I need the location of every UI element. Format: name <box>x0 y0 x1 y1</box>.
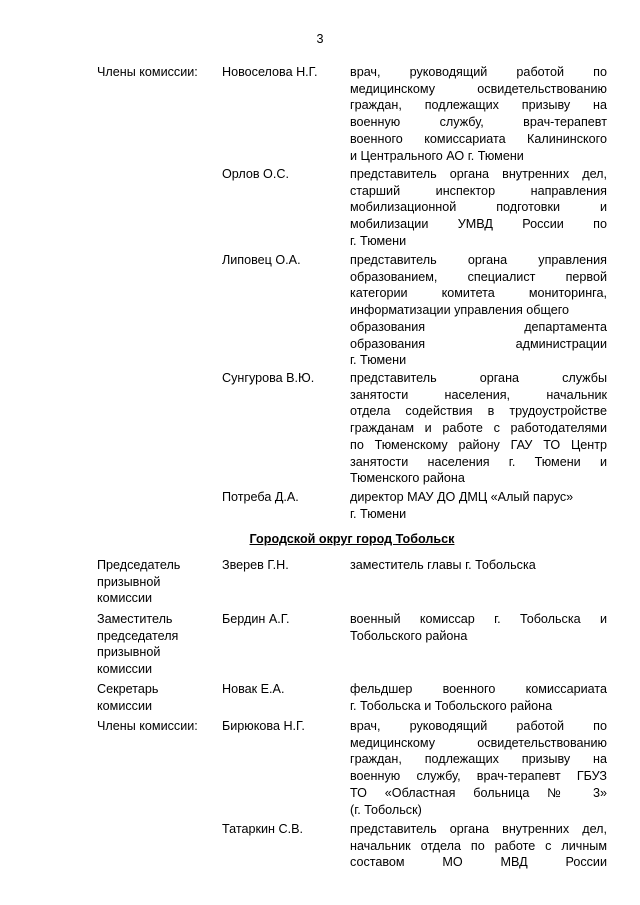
description-cell <box>350 64 607 164</box>
description-cell <box>350 252 607 369</box>
name-cell <box>222 489 347 506</box>
desc-line: занятости населения, начальник <box>350 387 607 402</box>
name-line: Бердин А.Г. <box>222 612 290 626</box>
role-line: Секретарь <box>97 682 159 696</box>
desc-line: г. Тюмени <box>350 233 407 248</box>
desc-line: граждан, подлежащих призыву на <box>350 752 607 767</box>
desc-line: военную службу, врач-терапевт ГБУЗ <box>350 769 607 784</box>
role-line: Заместитель <box>97 612 173 626</box>
description-cell <box>350 557 607 574</box>
desc-line: представитель органа управления <box>350 253 607 267</box>
page-number: 3 <box>316 32 324 46</box>
description-cell <box>350 370 607 487</box>
name-line: Орлов О.С. <box>222 167 289 181</box>
role-cell <box>97 611 219 678</box>
desc-line: г. Тобольска и Тобольского района <box>350 698 553 713</box>
desc-line: по Тюменскому району ГАУ ТО Центр <box>350 437 607 452</box>
desc-line: представитель органа службы <box>350 371 607 385</box>
desc-line: представитель органа внутренних дел, <box>350 167 607 181</box>
desc-line: и Центрального АО г. Тюмени <box>350 148 524 163</box>
role-line: председателя <box>97 628 179 643</box>
desc-line: мобилизационной подготовки и <box>350 200 607 215</box>
role-line: Члены комиссии: <box>97 65 198 79</box>
role-line: комиссии <box>97 591 153 606</box>
desc-line: мобилизации УМВД России по <box>350 217 607 232</box>
section-heading: Городской округ город Тобольск <box>249 532 455 546</box>
desc-line: директор МАУ ДО ДМЦ «Алый парус» <box>350 490 574 504</box>
desc-line: медицинскому освидетельствованию <box>350 735 607 750</box>
desc-line: Тобольского района <box>350 628 468 643</box>
name-cell <box>222 166 347 183</box>
desc-line: гражданам и работе с работодателями <box>350 421 607 436</box>
description-cell <box>350 821 607 871</box>
desc-line: образования департамента <box>350 319 607 334</box>
description-cell <box>350 718 607 818</box>
desc-line: медицинскому освидетельствованию <box>350 81 607 96</box>
desc-line: военную службу, врач-терапевт <box>350 115 607 130</box>
name-line: Липовец О.А. <box>222 253 301 267</box>
name-line: Новак Е.А. <box>222 682 285 696</box>
role-cell <box>97 64 219 81</box>
description-cell <box>350 681 607 714</box>
desc-line: граждан, подлежащих призыву на <box>350 98 607 113</box>
desc-line: составом МО МВД России <box>350 855 607 870</box>
name-cell <box>222 557 347 574</box>
role-line: Председатель <box>97 558 181 572</box>
desc-line: фельдшер военного комиссариата <box>350 682 607 696</box>
name-cell <box>222 821 347 838</box>
name-line: Новоселова Н.Г. <box>222 65 318 79</box>
desc-line: г. Тюмени <box>350 506 407 521</box>
role-line: комиссии <box>97 698 153 713</box>
desc-line: военный комиссар г. Тобольска и <box>350 612 607 626</box>
desc-line: отдела содействия в трудоустройстве <box>350 404 607 419</box>
name-cell <box>222 718 347 735</box>
role-line: призывной <box>97 645 161 660</box>
desc-line: занятости населения г. Тюмени и <box>350 454 607 469</box>
desc-line: врач, руководящий работой по <box>350 719 607 733</box>
name-cell <box>222 611 347 628</box>
desc-line: г. Тюмени <box>350 353 407 368</box>
role-cell <box>97 557 219 607</box>
role-cell <box>97 718 219 735</box>
name-cell <box>222 370 347 387</box>
role-line: призывной <box>97 574 161 589</box>
desc-line: старший инспектор направления <box>350 183 607 198</box>
desc-line: врач, руководящий работой по <box>350 65 607 79</box>
description-cell <box>350 166 607 250</box>
desc-line: категории комитета мониторинга, <box>350 286 607 301</box>
desc-line: военного комиссариата Калининского <box>350 131 607 146</box>
description-cell <box>350 489 607 522</box>
description-cell <box>350 611 607 644</box>
desc-line: Тюменского района <box>350 471 465 486</box>
role-cell <box>97 681 219 714</box>
desc-line: представитель органа внутренних дел, <box>350 822 607 836</box>
desc-line: ТО «Областная больница № 3» <box>350 785 607 800</box>
desc-line: образования администрации <box>350 336 607 351</box>
role-line: Члены комиссии: <box>97 719 198 733</box>
name-line: Потреба Д.А. <box>222 490 299 504</box>
desc-line: образованием, специалист первой <box>350 269 607 284</box>
name-line: Татаркин С.В. <box>222 822 303 836</box>
name-line: Бирюкова Н.Г. <box>222 719 305 733</box>
name-cell <box>222 64 347 81</box>
name-line: Сунгурова В.Ю. <box>222 371 315 385</box>
desc-line: (г. Тобольск) <box>350 802 422 817</box>
desc-line: заместитель главы г. Тобольска <box>350 558 536 572</box>
name-cell <box>222 252 347 269</box>
name-cell <box>222 681 347 698</box>
role-line: комиссии <box>97 662 153 677</box>
desc-line: начальник отдела по работе с личным <box>350 838 607 853</box>
desc-line: информатизации управления общего <box>350 303 570 318</box>
name-line: Зверев Г.Н. <box>222 558 289 572</box>
